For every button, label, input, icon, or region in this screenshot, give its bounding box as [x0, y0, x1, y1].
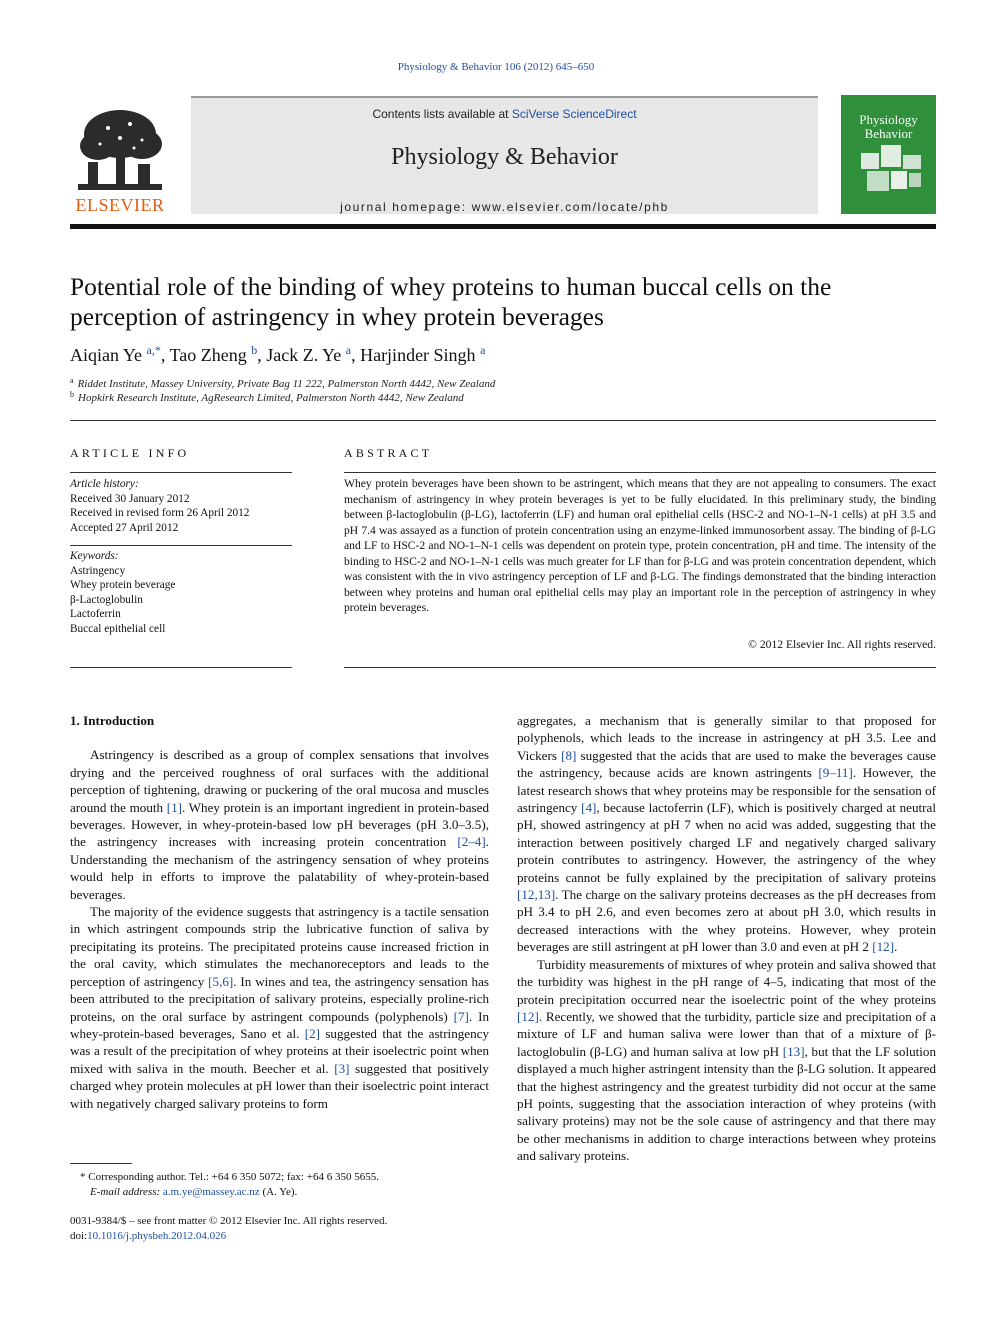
body-paragraph: [517, 712, 936, 956]
affiliation-a: [70, 376, 936, 390]
article-title: Potential role of the binding of whey proteins to human buccal cells on the perception of astringency in whey protein beverages: [70, 272, 832, 331]
author-affil-marker[interactable]: b: [251, 343, 258, 357]
body-text: . The charge on the salivary proteins decreases as the pH decreases from pH 3.4 to pH 2.6, and even becomes zero at about pH 3.0, which results in decreased interactions with the whey proteins. However, whey protein beverages are still astringent at pH lower than 3.0 and even at pH 2: [517, 887, 936, 955]
article-info-heading: ARTICLE INFO: [70, 446, 190, 460]
body-text: . Whey protein is an important ingredient in protein-based beverages. However, in whey-protein-based low pH beverages (pH 3.0–3.5), the astringency increases with increasing protein concentration: [70, 799, 489, 850]
author-affil-marker[interactable]: a,*: [146, 343, 161, 357]
affiliation-rule: [70, 420, 936, 421]
history-label: Article history:: [70, 478, 139, 490]
section-heading: 1. Introduction: [70, 713, 155, 728]
reference-link[interactable]: [8]: [561, 747, 577, 763]
email-note: [70, 1185, 489, 1200]
abstract-copyright: © 2012 Elsevier Inc. All rights reserved.: [748, 638, 936, 651]
article-info-rule: [70, 472, 292, 473]
body-paragraph: [70, 746, 489, 903]
keyword: Astringency: [70, 564, 126, 577]
reference-link[interactable]: [12,13]: [517, 887, 556, 903]
body-text: The majority of the evidence suggests that astringency is a tactile sensation in which astringent compounds strip the lubricative function of saliva by precipitating its proteins. The precipitated proteins cause increased friction in the oral cavity, which stimulates the mechanoreceptors and leads to the perception of astringency: [70, 904, 489, 989]
sciencedirect-link[interactable]: SciVerse ScienceDirect: [511, 107, 637, 121]
reference-link[interactable]: [5,6]: [208, 973, 234, 989]
doi-prefix: doi:: [70, 1229, 88, 1242]
reference-link[interactable]: [7]: [453, 1008, 469, 1024]
affiliation-marker: a: [70, 376, 74, 385]
affiliation-text: Hopkirk Research Institute, AgResearch Limited, Palmerston North 4442, New Zealand: [78, 392, 464, 404]
body-text: . However, the latest research shows that whey proteins may be responsible for the sensation of astringency: [517, 765, 936, 816]
doi-line: [70, 1229, 387, 1244]
author-name: Harjinder Singh: [360, 345, 476, 365]
abstract-bottom-rule: [344, 667, 936, 668]
body-text: suggested that the acids that are used to make the beverages cause the astringency, because acids are known astringents: [517, 747, 936, 781]
body-text: .: [894, 939, 898, 955]
journal-cover: [841, 95, 936, 214]
footnote-rule: [70, 1163, 132, 1164]
elsevier-tree-icon: [70, 104, 170, 196]
history-accepted: Accepted 27 April 2012: [70, 521, 179, 534]
cover-title-line2: Behavior: [864, 126, 913, 141]
issn-block: [70, 1214, 387, 1243]
keyword: β-Lactoglobulin: [70, 593, 143, 606]
affiliation-marker: b: [70, 390, 74, 399]
keyword: Lactoferrin: [70, 608, 121, 620]
body-text: . In wines and tea, the astringency sensation has been attributed to the precipitation of salivary proteins, especially proline-rich proteins, on the oral surface by astringent compounds (polyphenols): [70, 973, 489, 1024]
article-history: [70, 477, 292, 535]
reference-link[interactable]: [1]: [166, 799, 182, 815]
author-2: [170, 345, 267, 365]
reference-link[interactable]: [4]: [581, 800, 597, 816]
journal-citation[interactable]: Physiology & Behavior 106 (2012) 645–650: [397, 61, 595, 73]
author-separator: ,: [351, 345, 361, 365]
reference-link[interactable]: [2]: [304, 1025, 320, 1041]
body-text: Turbidity measurements of mixtures of whey protein and saliva showed that the turbidity was highest in the pH range of 4–5, indicating that most of the protein precipitation occurred near the isoelectric point of the whey proteins: [517, 956, 936, 1007]
cover-graphic-icon: [861, 145, 921, 193]
abstract-rule: [344, 472, 936, 473]
author-4: [360, 345, 485, 365]
email-suffix: (A. Ye).: [259, 1186, 298, 1198]
body-text: . Understanding the mechanism of the astringency sensation of whey proteins would help in efforts to improve the palatability of whey-protein-based beverages.: [70, 834, 489, 902]
body-text: . In whey-protein-based beverages, Sano et al.: [70, 1008, 489, 1041]
journal-title: Physiology & Behavior: [391, 144, 618, 170]
author-affil-marker[interactable]: a: [345, 343, 352, 357]
reference-link[interactable]: [13]: [782, 1043, 805, 1059]
doi-link[interactable]: 10.1016/j.physbeh.2012.04.026: [87, 1229, 227, 1242]
contents-line: [191, 107, 818, 121]
reference-link[interactable]: [12]: [872, 939, 895, 955]
body-text: aggregates, a mechanism that is generally similar to that proposed for polyphenols, which leads to the increase in astringency at pH 3.5. Lee and Vickers: [517, 713, 936, 763]
body-paragraph: [517, 956, 936, 1165]
cover-title-line1: Physiology: [859, 112, 918, 127]
body-text: suggested that positively charged whey protein molecules at pH lower than their isoelectric point interact with negatively charged salivary proteins to form: [70, 1060, 489, 1111]
author-separator: ,: [257, 345, 267, 365]
body-text: suggested that the astringency was a result of the precipitation of whey proteins at their isoelectric point when mixed with saliva in the mouth. Beecher et al.: [70, 1025, 490, 1076]
keywords-block: [70, 549, 292, 636]
body-text: , because lactoferrin (LF), which is positively charged at neutral pH, showed astringency at pH 7 when no acid was added, suggesting that the interaction between positively charged LF and negatively charged salivary protein contributes to astringency. However, the astringency of the whey proteins cannot be fully explained by the precipitation of salivary proteins: [517, 800, 936, 885]
history-received: Received 30 January 2012: [70, 492, 190, 505]
body-paragraph: [70, 903, 489, 1112]
corresponding-author-note: * Corresponding author. Tel.: +64 6 350 5072; fax: +64 6 350 5655.: [80, 1171, 379, 1183]
elsevier-logo: [70, 104, 170, 216]
journal-banner: [191, 96, 818, 214]
body-text: Astringency is described as a group of complex sensations that involves drying and the perceived roughness of oral surfaces with the additional perception of tightening, drawing or puckering of the oral mucosa and muscles around the mouth: [70, 747, 489, 815]
journal-homepage[interactable]: journal homepage: www.elsevier.com/locate/phb: [340, 200, 669, 214]
author-name: Jack Z. Ye: [266, 345, 342, 365]
email-link[interactable]: a.m.ye@massey.ac.nz: [162, 1186, 260, 1198]
keyword: Buccal epithelial cell: [70, 622, 166, 635]
elsevier-wordmark: ELSEVIER: [75, 195, 165, 215]
left-paragraphs: [70, 746, 489, 1112]
author-affil-marker[interactable]: a: [480, 343, 486, 357]
author-separator: ,: [160, 345, 170, 365]
reference-link[interactable]: [3]: [334, 1060, 350, 1076]
header-rule: [70, 224, 936, 229]
reference-link[interactable]: [9–11]: [818, 765, 853, 781]
keywords-label: Keywords:: [70, 550, 119, 562]
reference-link[interactable]: [12]: [517, 1008, 539, 1024]
author-list: [70, 343, 936, 366]
body-text: . Recently, we showed that the turbidity, particle size and precipitation of a mixture of LF and human saliva were lower than that of a mixture of β-lactoglobulin (β-LG) and human saliva at low pH: [517, 1008, 936, 1059]
affiliation-b: [70, 390, 936, 404]
keywords-rule: [70, 545, 292, 546]
body-text: , but that the LF solution displayed a much higher astringent intensity than the β-LG solution. It appeared that the highest astringency and the greatest turbidity did not occur at the same pH points, suggesting that the association interaction of whey proteins (with salivary proteins) may not be the sole cause of astringency and that there may be other mechanisms in addition to charge interactions between whey proteins and salivary proteins.: [517, 1043, 937, 1164]
contents-prefix: Contents lists available at: [372, 107, 512, 121]
author-name: Tao Zheng: [169, 345, 247, 365]
author-1: [70, 345, 170, 365]
body-right-column: [517, 712, 936, 1165]
affiliation-text: Riddet Institute, Massey University, Private Bag 11 222, Palmerston North 4442, New Zealand: [77, 378, 496, 390]
history-revised: Received in revised form 26 April 2012: [70, 507, 250, 519]
reference-link[interactable]: [2–4]: [457, 834, 486, 850]
keyword: Whey protein beverage: [70, 579, 176, 591]
cover-title: [841, 113, 936, 141]
abstract-text: Whey protein beverages have been shown to be astringent, which means that they are not appealing to consumers. The exact mechanism of astringency in whey protein beverages is yet to be fully elucidated. In this preliminary study, the binding between β-lactoglobulin (β-LG), lactoferrin (LF) and human oral epithelial cells (HSC-2 and NO-1–N-1 cells) at pH 3.5 and pH 7.4 was assayed as a function of protein concentration using an enzyme-linked immunosorbent assay. The binding of β-LG and LF to HSC-2 and NO-1–N-1 cells was dependent on protein type, protein concentration, pH and time. The intensity of the binding to HSC-2 and NO-1–N-1 cells was much greater for LF than for β-LG and was protein concentration dependent, which was consistent with the in vivo astringency perception of LF and β-LG. The findings demonstrated that the binding interaction between whey proteins and human oral epithelial cells may play an important role in the perception of astringency in whey protein beverages.: [344, 477, 936, 614]
issn-line: 0031-9384/$ – see front matter © 2012 Elsevier Inc. All rights reserved.: [70, 1215, 388, 1227]
right-paragraphs: [517, 712, 936, 1165]
author-3: [266, 345, 360, 365]
body-left-column: [70, 712, 489, 1112]
author-name: Aiqian Ye: [70, 345, 143, 365]
email-label: E-mail address:: [90, 1186, 163, 1198]
article-info-bottom-rule: [70, 667, 292, 668]
abstract-heading: ABSTRACT: [344, 446, 433, 460]
